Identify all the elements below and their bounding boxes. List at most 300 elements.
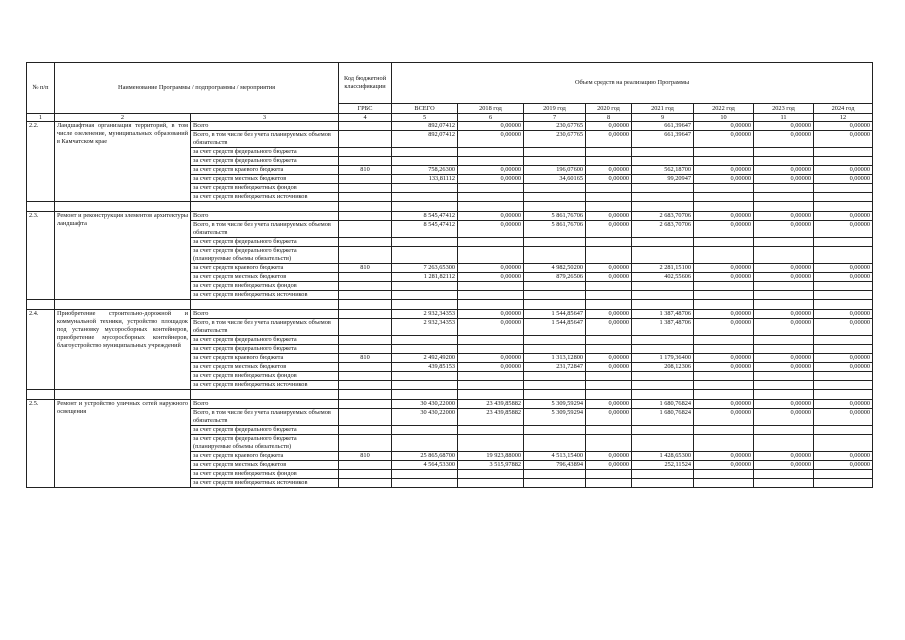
amount-cell: 0,00000 bbox=[754, 363, 814, 372]
empty-cell bbox=[694, 202, 754, 212]
grbs-cell bbox=[339, 479, 392, 488]
amount-cell: 439,85153 bbox=[392, 363, 458, 372]
amount-cell bbox=[586, 148, 632, 157]
empty-cell bbox=[55, 202, 191, 212]
amount-cell bbox=[392, 247, 458, 264]
year-column-header: 2021 год bbox=[632, 104, 694, 114]
grbs-column-header: ГРБС bbox=[339, 104, 392, 114]
program-funding-table bbox=[26, 62, 873, 488]
amount-cell: 796,43894 bbox=[524, 461, 586, 470]
amount-cell bbox=[524, 372, 586, 381]
amount-cell bbox=[632, 372, 694, 381]
amount-cell bbox=[694, 372, 754, 381]
empty-cell bbox=[586, 300, 632, 310]
amount-cell: 2 683,70706 bbox=[632, 221, 694, 238]
num-column-header: № п/п bbox=[27, 63, 55, 114]
grbs-cell bbox=[339, 435, 392, 452]
amount-cell bbox=[694, 238, 754, 247]
amount-cell: 0,00000 bbox=[754, 354, 814, 363]
amount-cell bbox=[586, 372, 632, 381]
amount-cell: 661,39647 bbox=[632, 131, 694, 148]
year-column-header: 2018 год bbox=[458, 104, 524, 114]
amount-cell bbox=[392, 372, 458, 381]
amount-cell bbox=[694, 336, 754, 345]
amount-cell: 208,12306 bbox=[632, 363, 694, 372]
amount-cell bbox=[694, 148, 754, 157]
amount-cell: 0,00000 bbox=[694, 166, 754, 175]
amount-cell: 0,00000 bbox=[586, 409, 632, 426]
amount-cell bbox=[754, 381, 814, 390]
amount-cell bbox=[632, 184, 694, 193]
grbs-cell bbox=[339, 273, 392, 282]
item-number-cell: 2.2. bbox=[27, 122, 55, 202]
amount-cell: 0,00000 bbox=[814, 354, 873, 363]
column-number-cell: 8 bbox=[586, 114, 632, 122]
empty-cell bbox=[524, 202, 586, 212]
amount-cell bbox=[694, 426, 754, 435]
amount-cell: 230,67765 bbox=[524, 131, 586, 148]
table-row bbox=[27, 310, 873, 319]
amount-cell: 0,00000 bbox=[586, 212, 632, 221]
amount-cell: 892,07412 bbox=[392, 122, 458, 131]
empty-cell bbox=[586, 390, 632, 400]
amount-cell bbox=[814, 282, 873, 291]
amount-cell: 19 923,88000 bbox=[458, 452, 524, 461]
funding-source-cell: за счет средств федерального бюджета bbox=[191, 336, 339, 345]
amount-cell: 1 428,65300 bbox=[632, 452, 694, 461]
amount-cell: 0,00000 bbox=[694, 363, 754, 372]
amount-cell bbox=[754, 479, 814, 488]
amount-cell bbox=[458, 184, 524, 193]
funding-source-cell: за счет средств федерального бюджета (планируемые объемы обязательств) bbox=[191, 435, 339, 452]
column-number-cell: 1 bbox=[27, 114, 55, 122]
funding-source-cell: Всего bbox=[191, 310, 339, 319]
amount-cell bbox=[586, 479, 632, 488]
measure-name-cell: Ремонт и устройство уличных сетей наружного освещения bbox=[55, 400, 191, 488]
amount-cell: 4 513,15400 bbox=[524, 452, 586, 461]
amount-cell bbox=[524, 479, 586, 488]
grbs-cell bbox=[339, 131, 392, 148]
grbs-cell bbox=[339, 238, 392, 247]
amount-cell: 0,00000 bbox=[754, 461, 814, 470]
grbs-cell bbox=[339, 336, 392, 345]
amount-cell: 402,55606 bbox=[632, 273, 694, 282]
amount-cell bbox=[392, 426, 458, 435]
amount-cell: 8 545,47412 bbox=[392, 221, 458, 238]
amount-cell: 0,00000 bbox=[586, 264, 632, 273]
grbs-cell bbox=[339, 193, 392, 202]
amount-cell bbox=[586, 336, 632, 345]
amount-cell: 3 515,97882 bbox=[458, 461, 524, 470]
amount-cell: 8 545,47412 bbox=[392, 212, 458, 221]
empty-cell bbox=[191, 390, 339, 400]
funding-source-cell: за счет средств местных бюджетов bbox=[191, 175, 339, 184]
funding-source-cell: за счет средств внебюджетных источников bbox=[191, 291, 339, 300]
amount-cell: 1 544,85647 bbox=[524, 319, 586, 336]
program-funding-table-sheet bbox=[26, 62, 872, 488]
amount-cell bbox=[632, 247, 694, 264]
amount-cell bbox=[632, 479, 694, 488]
grbs-cell bbox=[339, 122, 392, 131]
amount-cell: 2 932,34353 bbox=[392, 319, 458, 336]
amount-cell: 0,00000 bbox=[586, 122, 632, 131]
grbs-cell: 810 bbox=[339, 166, 392, 175]
funding-source-cell: за счет средств внебюджетных источников bbox=[191, 193, 339, 202]
empty-cell bbox=[524, 390, 586, 400]
amount-cell: 0,00000 bbox=[458, 122, 524, 131]
amount-cell bbox=[632, 193, 694, 202]
amount-cell bbox=[632, 435, 694, 452]
amount-cell bbox=[586, 184, 632, 193]
amount-cell: 0,00000 bbox=[458, 319, 524, 336]
amount-cell bbox=[524, 282, 586, 291]
funding-source-cell: за счет средств федерального бюджета bbox=[191, 148, 339, 157]
amount-cell bbox=[458, 282, 524, 291]
amount-cell bbox=[754, 291, 814, 300]
amount-cell bbox=[814, 381, 873, 390]
grbs-cell bbox=[339, 310, 392, 319]
amount-cell bbox=[524, 238, 586, 247]
amount-cell bbox=[586, 426, 632, 435]
grbs-cell bbox=[339, 319, 392, 336]
amount-cell: 892,07412 bbox=[392, 131, 458, 148]
amount-cell: 0,00000 bbox=[586, 319, 632, 336]
table-row bbox=[27, 400, 873, 409]
amount-cell: 0,00000 bbox=[754, 175, 814, 184]
amount-cell: 0,00000 bbox=[814, 363, 873, 372]
amount-cell: 1 680,76824 bbox=[632, 409, 694, 426]
year-column-header: 2020 год bbox=[586, 104, 632, 114]
amount-cell bbox=[458, 381, 524, 390]
amount-cell bbox=[754, 435, 814, 452]
amount-cell: 758,26300 bbox=[392, 166, 458, 175]
amount-cell: 1 281,82112 bbox=[392, 273, 458, 282]
amount-cell bbox=[814, 148, 873, 157]
amount-cell bbox=[458, 336, 524, 345]
empty-cell bbox=[694, 300, 754, 310]
funding-source-cell: за счет средств внебюджетных фондов bbox=[191, 470, 339, 479]
amount-cell: 133,81112 bbox=[392, 175, 458, 184]
amount-cell: 0,00000 bbox=[694, 122, 754, 131]
amount-cell: 196,07600 bbox=[524, 166, 586, 175]
amount-cell: 5 309,59294 bbox=[524, 400, 586, 409]
amount-cell: 231,72847 bbox=[524, 363, 586, 372]
grbs-cell bbox=[339, 148, 392, 157]
amount-cell bbox=[632, 282, 694, 291]
amount-cell bbox=[694, 470, 754, 479]
amount-cell bbox=[754, 345, 814, 354]
amount-cell: 1 680,76824 bbox=[632, 400, 694, 409]
amount-cell bbox=[814, 238, 873, 247]
amount-cell bbox=[524, 184, 586, 193]
amount-cell bbox=[458, 247, 524, 264]
funding-source-cell: за счет средств краевого бюджета bbox=[191, 452, 339, 461]
amount-cell bbox=[814, 345, 873, 354]
empty-cell bbox=[632, 390, 694, 400]
amount-cell bbox=[694, 381, 754, 390]
amount-cell: 23 439,85882 bbox=[458, 400, 524, 409]
grbs-cell: 810 bbox=[339, 264, 392, 273]
amount-cell bbox=[586, 435, 632, 452]
amount-cell: 5 861,76706 bbox=[524, 212, 586, 221]
grbs-cell bbox=[339, 381, 392, 390]
grbs-cell bbox=[339, 212, 392, 221]
name-column-header: Наименование Программы / подпрограммы / мероприятия bbox=[55, 63, 339, 114]
empty-cell bbox=[814, 300, 873, 310]
amount-cell bbox=[586, 157, 632, 166]
amount-cell: 0,00000 bbox=[586, 131, 632, 148]
amount-cell: 1 387,48706 bbox=[632, 310, 694, 319]
amount-cell bbox=[814, 426, 873, 435]
empty-cell bbox=[458, 300, 524, 310]
funding-source-cell: за счет средств внебюджетных фондов bbox=[191, 372, 339, 381]
amount-cell: 23 439,85882 bbox=[458, 409, 524, 426]
amount-cell: 879,26506 bbox=[524, 273, 586, 282]
amount-cell bbox=[458, 479, 524, 488]
measure-name-cell: Ландшафтная организация территорий, в том числе озеленение, муниципальных образований в Камчатском крае bbox=[55, 122, 191, 202]
empty-cell bbox=[191, 202, 339, 212]
amount-cell: 0,00000 bbox=[814, 319, 873, 336]
amount-cell bbox=[694, 479, 754, 488]
empty-cell bbox=[524, 300, 586, 310]
funding-source-cell: за счет средств местных бюджетов bbox=[191, 461, 339, 470]
amount-cell: 0,00000 bbox=[694, 131, 754, 148]
amount-cell bbox=[524, 336, 586, 345]
amount-cell: 34,60165 bbox=[524, 175, 586, 184]
year-column-header: 2024 год bbox=[814, 104, 873, 114]
table-row bbox=[27, 122, 873, 131]
amount-cell bbox=[392, 291, 458, 300]
amount-cell bbox=[814, 336, 873, 345]
amount-cell: 0,00000 bbox=[586, 166, 632, 175]
amount-cell bbox=[632, 291, 694, 300]
empty-cell bbox=[392, 300, 458, 310]
empty-cell bbox=[191, 300, 339, 310]
measure-name-cell: Ремонт и реконструкция элементов архитектуры ландшафта bbox=[55, 212, 191, 300]
column-number-cell: 9 bbox=[632, 114, 694, 122]
amount-cell: 0,00000 bbox=[586, 363, 632, 372]
amount-cell: 0,00000 bbox=[586, 400, 632, 409]
empty-cell bbox=[458, 202, 524, 212]
funding-source-cell: за счет средств федерального бюджета (планируемые объемы обязательств) bbox=[191, 247, 339, 264]
amount-cell bbox=[694, 193, 754, 202]
funding-source-cell: Всего, в том числе без учета планируемых объемов обязательств bbox=[191, 319, 339, 336]
amount-cell bbox=[754, 184, 814, 193]
amount-cell bbox=[524, 247, 586, 264]
amount-cell bbox=[458, 470, 524, 479]
amount-cell bbox=[392, 184, 458, 193]
amount-cell bbox=[586, 238, 632, 247]
amount-cell: 1 313,12800 bbox=[524, 354, 586, 363]
amount-cell bbox=[392, 435, 458, 452]
amount-cell bbox=[586, 291, 632, 300]
amount-cell: 0,00000 bbox=[814, 461, 873, 470]
empty-cell bbox=[632, 202, 694, 212]
amount-cell: 562,18700 bbox=[632, 166, 694, 175]
amount-cell bbox=[754, 470, 814, 479]
empty-cell bbox=[27, 390, 55, 400]
funding-source-cell: за счет средств внебюджетных фондов bbox=[191, 282, 339, 291]
amount-cell: 2 683,70706 bbox=[632, 212, 694, 221]
amount-cell bbox=[392, 479, 458, 488]
column-number-cell: 4 bbox=[339, 114, 392, 122]
item-number-cell: 2.4. bbox=[27, 310, 55, 390]
funding-source-cell: за счет средств федерального бюджета bbox=[191, 238, 339, 247]
grbs-cell bbox=[339, 345, 392, 354]
amount-cell bbox=[392, 381, 458, 390]
empty-cell bbox=[458, 390, 524, 400]
amount-cell: 0,00000 bbox=[586, 221, 632, 238]
amount-cell: 0,00000 bbox=[694, 452, 754, 461]
amount-cell: 0,00000 bbox=[814, 273, 873, 282]
grbs-cell bbox=[339, 400, 392, 409]
grbs-cell bbox=[339, 291, 392, 300]
amount-cell bbox=[458, 193, 524, 202]
grbs-cell bbox=[339, 175, 392, 184]
amount-cell bbox=[754, 372, 814, 381]
code-column-header: Код бюджетной классификации bbox=[339, 63, 392, 104]
column-number-cell: 7 bbox=[524, 114, 586, 122]
amount-cell: 0,00000 bbox=[814, 221, 873, 238]
amount-cell bbox=[814, 470, 873, 479]
amount-cell: 0,00000 bbox=[458, 131, 524, 148]
year-column-header: 2023 год bbox=[754, 104, 814, 114]
empty-cell bbox=[27, 202, 55, 212]
amount-cell: 0,00000 bbox=[814, 122, 873, 131]
amount-cell: 0,00000 bbox=[586, 354, 632, 363]
amount-cell bbox=[754, 282, 814, 291]
empty-cell bbox=[339, 390, 392, 400]
funding-source-cell: за счет средств местных бюджетов bbox=[191, 363, 339, 372]
grbs-cell bbox=[339, 372, 392, 381]
amount-cell bbox=[814, 193, 873, 202]
amount-cell: 5 309,59294 bbox=[524, 409, 586, 426]
amount-cell bbox=[524, 148, 586, 157]
amount-cell: 0,00000 bbox=[458, 363, 524, 372]
amount-cell bbox=[392, 157, 458, 166]
amount-cell: 0,00000 bbox=[754, 221, 814, 238]
funding-source-cell: Всего, в том числе без учета планируемых объемов обязательств bbox=[191, 131, 339, 148]
amount-cell bbox=[814, 184, 873, 193]
funding-source-cell: за счет средств местных бюджетов bbox=[191, 273, 339, 282]
amount-cell: 2 281,15100 bbox=[632, 264, 694, 273]
column-number-cell: 6 bbox=[458, 114, 524, 122]
column-number-cell: 10 bbox=[694, 114, 754, 122]
funding-source-cell: за счет средств краевого бюджета bbox=[191, 166, 339, 175]
funding-source-cell: Всего bbox=[191, 122, 339, 131]
header-row-column-numbers bbox=[27, 114, 873, 122]
amount-cell: 0,00000 bbox=[754, 319, 814, 336]
amount-cell: 661,39647 bbox=[632, 122, 694, 131]
spacer-row bbox=[27, 300, 873, 310]
amount-cell: 25 865,68700 bbox=[392, 452, 458, 461]
empty-cell bbox=[55, 300, 191, 310]
grbs-cell bbox=[339, 184, 392, 193]
amount-cell bbox=[392, 345, 458, 354]
amount-cell bbox=[586, 345, 632, 354]
amount-cell: 0,00000 bbox=[458, 221, 524, 238]
grbs-cell bbox=[339, 221, 392, 238]
amount-cell bbox=[632, 157, 694, 166]
amount-cell: 0,00000 bbox=[754, 310, 814, 319]
empty-cell bbox=[754, 300, 814, 310]
year-column-header: ВСЕГО bbox=[392, 104, 458, 114]
funding-source-cell: Всего, в том числе без учета планируемых объемов обязательств bbox=[191, 409, 339, 426]
grbs-cell: 810 bbox=[339, 452, 392, 461]
amount-cell bbox=[392, 282, 458, 291]
grbs-cell bbox=[339, 409, 392, 426]
amount-cell: 0,00000 bbox=[754, 273, 814, 282]
amount-cell bbox=[754, 247, 814, 264]
amount-cell: 0,00000 bbox=[814, 452, 873, 461]
amount-cell: 0,00000 bbox=[586, 175, 632, 184]
amount-cell: 0,00000 bbox=[754, 409, 814, 426]
amount-cell: 2 492,49200 bbox=[392, 354, 458, 363]
empty-cell bbox=[392, 390, 458, 400]
amount-cell bbox=[632, 381, 694, 390]
funding-source-cell: за счет средств внебюджетных источников bbox=[191, 381, 339, 390]
table-row bbox=[27, 212, 873, 221]
amount-cell: 1 544,85647 bbox=[524, 310, 586, 319]
empty-cell bbox=[586, 202, 632, 212]
grbs-cell bbox=[339, 247, 392, 264]
table-body bbox=[27, 63, 873, 488]
amount-cell bbox=[754, 157, 814, 166]
amount-cell: 0,00000 bbox=[694, 461, 754, 470]
amount-cell: 0,00000 bbox=[754, 452, 814, 461]
empty-cell bbox=[754, 202, 814, 212]
amount-cell: 0,00000 bbox=[458, 264, 524, 273]
amount-cell: 0,00000 bbox=[586, 310, 632, 319]
grbs-cell bbox=[339, 470, 392, 479]
amount-cell bbox=[586, 470, 632, 479]
amount-cell: 99,20947 bbox=[632, 175, 694, 184]
funding-source-cell: за счет средств краевого бюджета bbox=[191, 264, 339, 273]
amount-cell: 0,00000 bbox=[586, 461, 632, 470]
amount-cell bbox=[524, 435, 586, 452]
amount-cell: 4 564,53300 bbox=[392, 461, 458, 470]
empty-cell bbox=[632, 300, 694, 310]
amount-cell bbox=[632, 148, 694, 157]
amount-cell: 30 430,22000 bbox=[392, 409, 458, 426]
amount-cell bbox=[754, 238, 814, 247]
amount-cell bbox=[524, 345, 586, 354]
amount-cell bbox=[694, 435, 754, 452]
amount-cell bbox=[458, 157, 524, 166]
funding-source-cell: за счет средств внебюджетных фондов bbox=[191, 184, 339, 193]
column-number-cell: 12 bbox=[814, 114, 873, 122]
column-number-cell: 3 bbox=[191, 114, 339, 122]
amount-cell bbox=[524, 381, 586, 390]
volume-column-header: Объем средств на реализацию Программы bbox=[392, 63, 873, 104]
amount-cell: 0,00000 bbox=[458, 212, 524, 221]
funding-source-cell: за счет средств федерального бюджета bbox=[191, 426, 339, 435]
amount-cell bbox=[814, 435, 873, 452]
header-row-main bbox=[27, 63, 873, 104]
amount-cell bbox=[524, 291, 586, 300]
amount-cell bbox=[524, 470, 586, 479]
funding-source-cell: за счет средств федерального бюджета bbox=[191, 157, 339, 166]
amount-cell bbox=[632, 336, 694, 345]
amount-cell bbox=[458, 238, 524, 247]
amount-cell bbox=[814, 291, 873, 300]
amount-cell bbox=[586, 247, 632, 264]
column-number-cell: 11 bbox=[754, 114, 814, 122]
funding-source-cell: за счет средств федерального бюджета bbox=[191, 345, 339, 354]
spacer-row bbox=[27, 390, 873, 400]
amount-cell: 0,00000 bbox=[458, 166, 524, 175]
amount-cell bbox=[814, 157, 873, 166]
